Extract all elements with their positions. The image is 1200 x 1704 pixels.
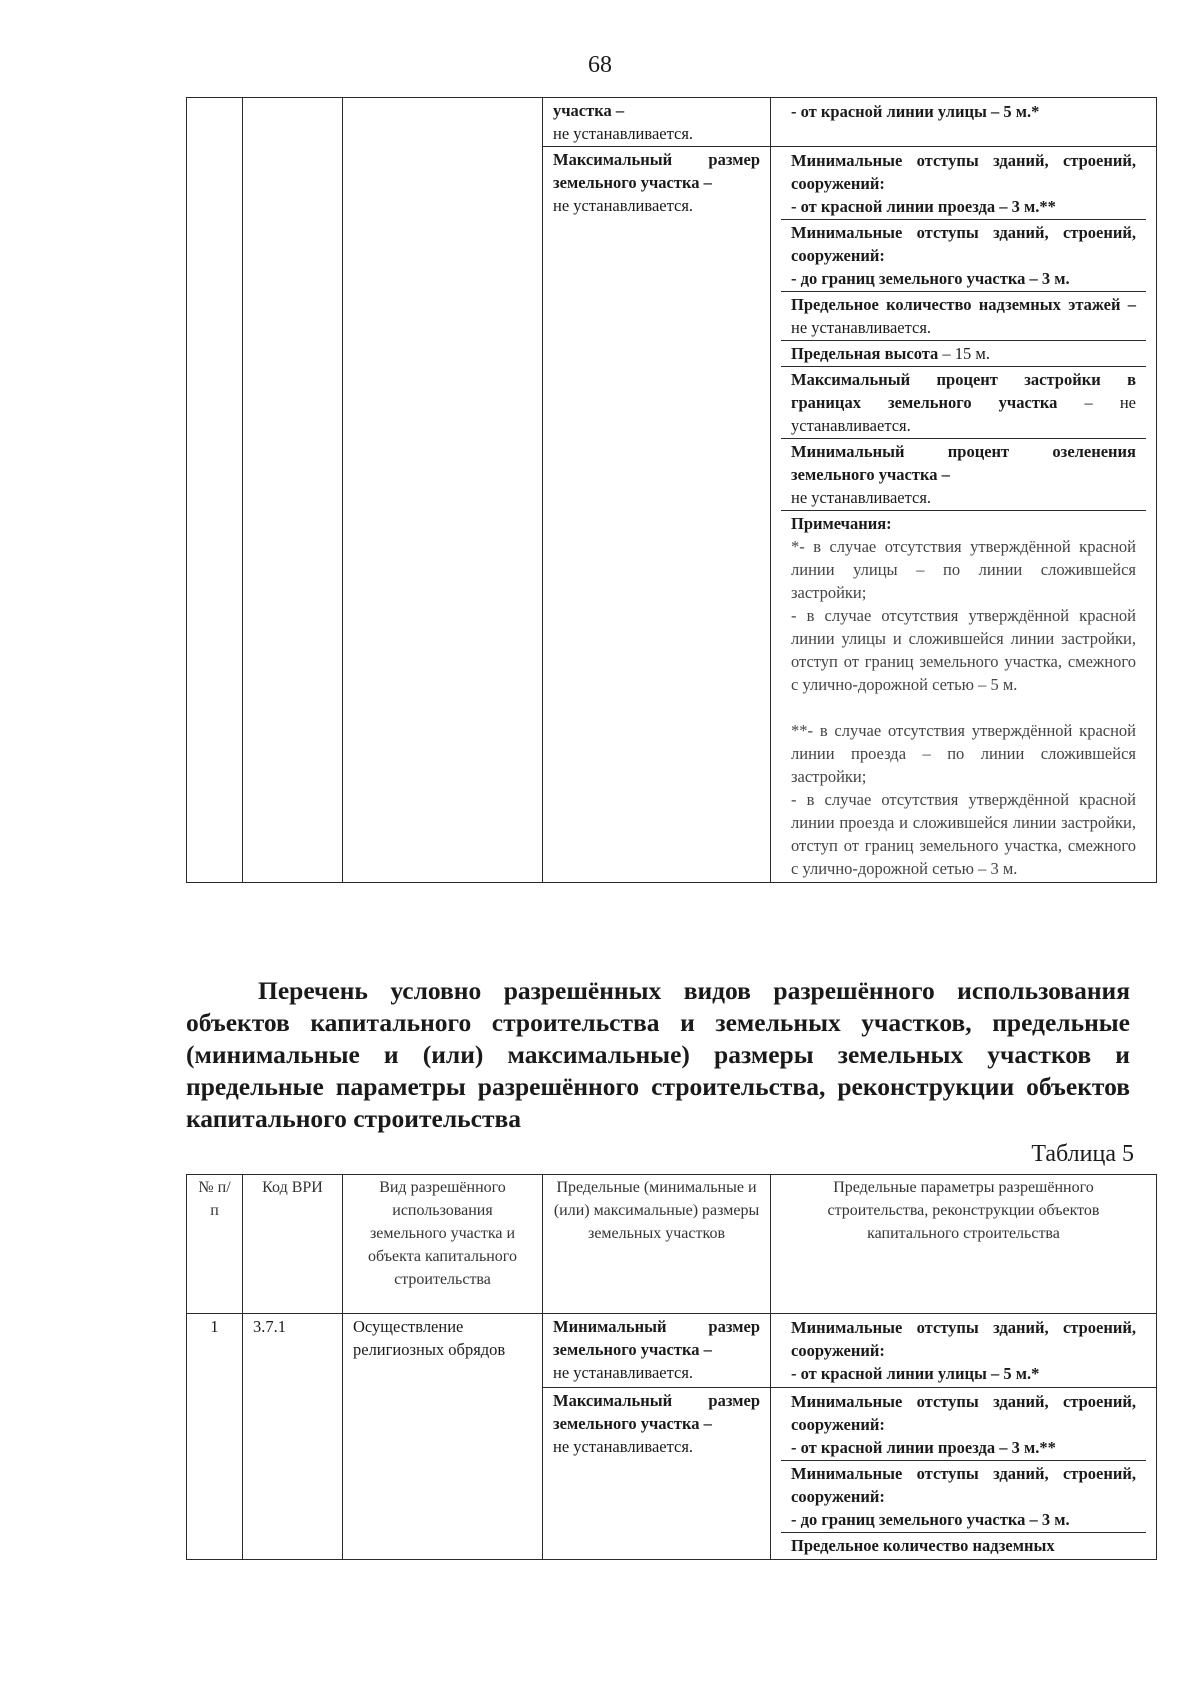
header-code: Код ВРИ [243, 1175, 343, 1314]
param-item: Максимальный процент застройки в границах земельного участка – не устанавливается. [781, 367, 1146, 439]
param-item: Минимальные отступы зданий, строений, сооружений: - до границ земельного участка – 3 м. [781, 1461, 1146, 1533]
num-cell [187, 98, 243, 883]
params-cell [771, 1388, 1157, 1560]
table-5 [186, 1174, 1157, 1560]
param-item: Предельная высота – 15 м. [781, 341, 1146, 367]
min-size-value: не устанавливается. [553, 124, 694, 143]
table-row [187, 98, 1157, 147]
param-item: Минимальные отступы зданий, строений, сооружений: - от красной линии проезда – 3 м.** [781, 1389, 1146, 1461]
param-item: Минимальный процент озеленения земельного участка – не устанавливается. [781, 439, 1146, 511]
params-cell [771, 1314, 1157, 1388]
type-cell [343, 98, 543, 883]
code-cell: 3.7.1 [243, 1314, 343, 1560]
section-heading: Перечень условно разрешённых видов разрешённого использования объектов капитального строительства и земельных участков, предельные (минимальные и (или) максимальные) размеры земельных участков и предельные параметры разрешённого строительства, реконструкции объектов капитального строительства [186, 976, 1130, 1133]
header-sizes: Предельные (минимальные и (или) максимальные) размеры земельных участков [543, 1175, 771, 1314]
header-type: Вид разрешённого использования земельного участка и объекта капитального строительства [343, 1175, 543, 1314]
type-cell: Осуществление религиозных обрядов [343, 1314, 543, 1560]
max-size-cell: Максимальный размер земельного участка – не устанавливается. [543, 147, 771, 883]
params-cell [771, 147, 1157, 883]
params-cell [771, 98, 1157, 147]
page-number: 68 [588, 52, 612, 78]
param-item: Минимальные отступы зданий, строений, сооружений: - от красной линии проезда – 3 м.** [781, 148, 1146, 220]
code-cell [243, 98, 343, 883]
continued-table [186, 97, 1157, 883]
table-row [187, 1314, 1157, 1388]
header-params: Предельные параметры разрешённого строительства, реконструкции объектов капитального строительства [771, 1175, 1157, 1314]
min-size-cell: Минимальный размер земельного участка – не устанавливается. [543, 1314, 771, 1388]
table-caption: Таблица 5 [1031, 1141, 1134, 1167]
param-item: Предельное количество надземных этажей – не устанавливается. [781, 292, 1146, 341]
min-size-cell: участка – не устанавливается. [543, 98, 771, 147]
num-cell: 1 [187, 1314, 243, 1560]
header-num: № п/п [187, 1175, 243, 1314]
param-item: - от красной линии улицы – 5 м.* [791, 102, 1040, 121]
table-header-row [187, 1175, 1157, 1314]
param-item: Минимальные отступы зданий, строений, сооружений: - до границ земельного участка – 3 м. [781, 220, 1146, 292]
param-item: Минимальные отступы зданий, строений, сооружений: - от красной линии улицы – 5 м.* [791, 1318, 1136, 1383]
param-item: Предельное количество надземных [791, 1536, 1055, 1555]
notes: Примечания: *- в случае отсутствия утверждённой красной линии улицы – по линии сложившейся застройки; - в случае отсутствия утверждённой красной линии улицы и сложившейся линии застройки, отступ от границ земельного участка, смежного с улично-дорожной сетью – 5 м. **- в случае отсутствия утверждённой красной линии проезда – по линии сложившейся застройки; - в случае отсутствия утверждённой красной линии проезда и сложившейся линии застройки, отступ от границ земельного участка, смежного с улично-дорожной сетью – 3 м. [791, 514, 1136, 878]
max-size-cell: Максимальный размер земельного участка – не устанавливается. [543, 1388, 771, 1560]
